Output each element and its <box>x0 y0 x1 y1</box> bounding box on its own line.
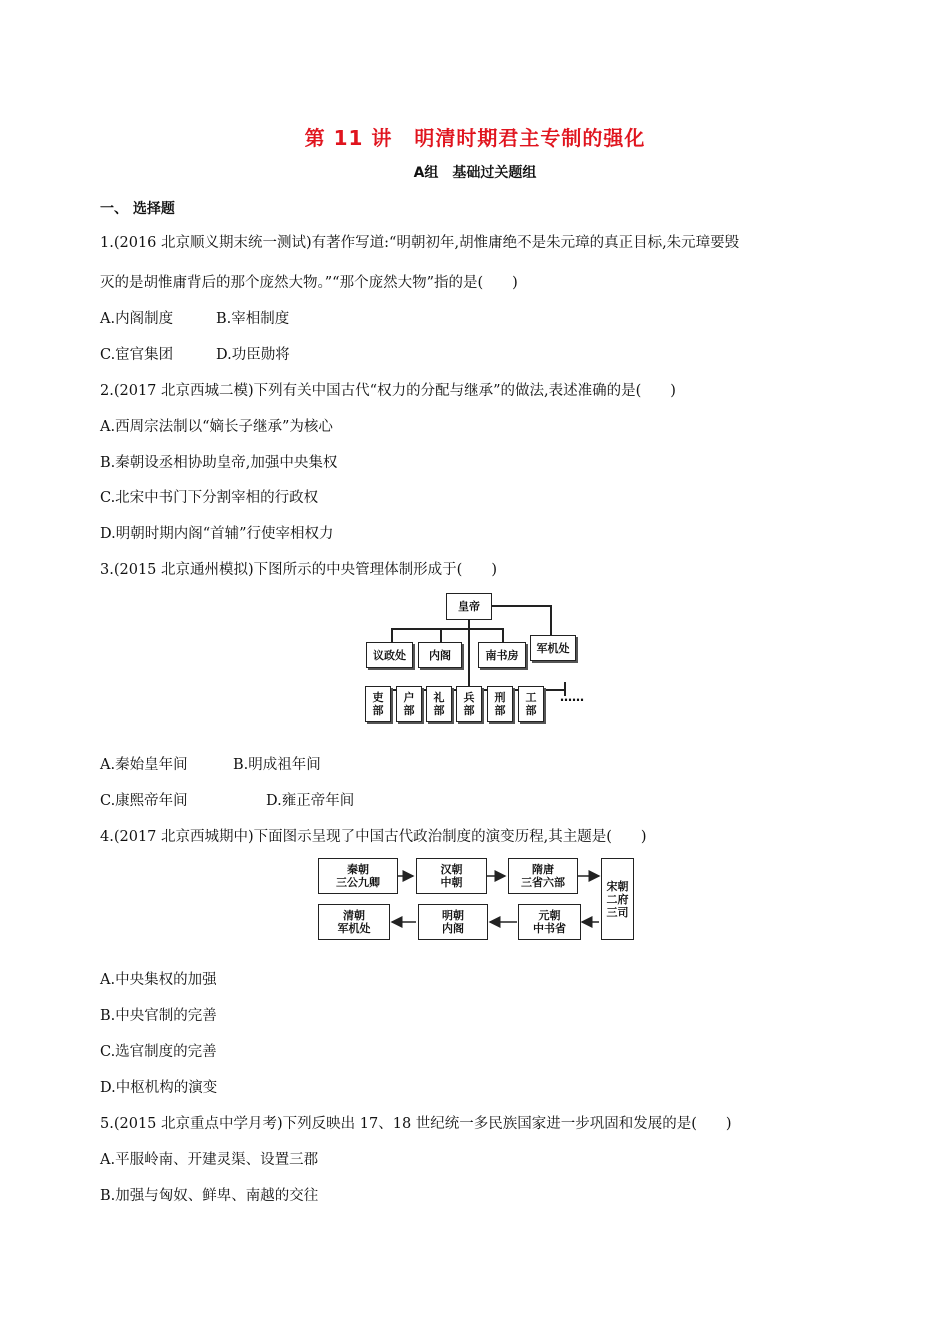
emperor-box: 皇帝 <box>446 593 492 620</box>
stage-song-system1: 二府 <box>606 892 629 906</box>
office-nanshu-box: 南书房 <box>478 642 526 668</box>
question-1-option-b: B.宰相制度 <box>216 311 290 327</box>
stage-qing-box <box>318 904 390 940</box>
stage-suitang-system: 三省六部 <box>521 876 565 889</box>
question-4-option-d: D.中枢机构的演变 <box>100 1080 218 1096</box>
stage-han-system: 中朝 <box>440 876 463 889</box>
question-4-stem: 4.(2017 北京西城期中)下面图示呈现了中国古代政治制度的演变历程,其主题是( ) <box>100 829 647 845</box>
question-2-stem: 2.(2017 北京西城二模)下列有关中国古代“权力的分配与继承”的做法,表述准确的是( ) <box>100 383 676 399</box>
ministry-xing-char: 刑 <box>494 691 506 704</box>
question-4-option-b: B.中央官制的完善 <box>100 1008 217 1024</box>
stage-song-system2: 三司 <box>606 905 629 919</box>
lecture-number: 第 11 讲 <box>304 126 393 150</box>
stage-qin-box <box>318 858 398 894</box>
ministry-rites-char: 礼 <box>433 691 445 704</box>
ministry-gong-bu: 部 <box>525 704 537 717</box>
ministry-hu-bu: 部 <box>403 704 415 717</box>
question-5-option-b: B.加强与匈奴、鲜卑、南越的交往 <box>100 1188 319 1204</box>
question-3-option-d: D.雍正帝年间 <box>266 793 355 809</box>
ministry-li-char: 吏 <box>372 691 384 704</box>
question-4-option-c: C.选官制度的完善 <box>100 1044 217 1060</box>
ministry-bing-bu: 部 <box>463 704 475 717</box>
question-3-option-b: B.明成祖年间 <box>233 757 321 773</box>
stage-suitang-box <box>508 858 578 894</box>
question-3-option-c: C.康熙帝年间 <box>100 793 188 809</box>
ministries-ellipsis: …… <box>560 690 584 704</box>
question-4-option-a: A.中央集权的加强 <box>100 972 217 988</box>
stage-qin-dynasty: 秦朝 <box>347 863 369 876</box>
stage-song-box <box>601 858 634 940</box>
question-3-stem: 3.(2015 北京通州模拟)下图所示的中央管理体制形成于( ) <box>100 562 497 578</box>
question-2-option-c: C.北宋中书门下分割宰相的行政权 <box>100 490 319 506</box>
section-heading: 一、 选择题 <box>100 201 175 217</box>
office-junji-box: 军机处 <box>530 635 576 661</box>
question-2-option-a: A.西周宗法制以“嫡长子继承”为核心 <box>100 419 333 435</box>
lecture-title: 明清时期君主专制的强化 <box>414 126 646 150</box>
stage-suitang-dynasty: 隋唐 <box>532 863 554 876</box>
stage-yuan-dynasty: 元朝 <box>538 909 561 922</box>
question-3-option-a: A.秦始皇年间 <box>100 757 188 773</box>
stage-qing-dynasty: 清朝 <box>343 909 365 922</box>
stage-ming-box <box>418 904 488 940</box>
office-neige-box: 内阁 <box>418 642 462 668</box>
ministry-rites-bu: 部 <box>433 704 445 717</box>
ministry-bing-char: 兵 <box>463 691 475 704</box>
question-1-option-c: C.宦官集团 <box>100 347 174 363</box>
stage-song-dynasty: 宋朝 <box>606 879 629 893</box>
ministry-gong-char: 工 <box>525 691 537 704</box>
stage-qing-system: 军机处 <box>337 922 371 935</box>
question-5-stem: 5.(2015 北京重点中学月考)下列反映出 17、18 世纪统一多民族国家进一步巩固和发展的是( ) <box>100 1116 732 1132</box>
question-2-option-b: B.秦朝设丞相协助皇帝,加强中央集权 <box>100 455 338 471</box>
question-1-option-d: D.功臣勋将 <box>216 347 290 363</box>
stage-han-dynasty: 汉朝 <box>440 863 463 876</box>
stage-han-box <box>416 858 487 894</box>
office-yizheng-box: 议政处 <box>366 642 413 668</box>
ministry-hu-char: 户 <box>403 691 415 704</box>
group-label: A组 <box>413 165 439 181</box>
stage-ming-dynasty: 明朝 <box>442 909 464 922</box>
stage-ming-system: 内阁 <box>442 922 464 935</box>
group-name: 基础过关题组 <box>452 165 537 181</box>
stage-yuan-box <box>518 904 581 940</box>
question-2-option-d: D.明朝时期内阁“首辅”行使宰相权力 <box>100 526 334 542</box>
ministry-li-bu: 部 <box>372 704 384 717</box>
question-1-stem-line1: 1.(2016 北京顺义期末统一测试)有著作写道:“明朝初年,胡惟庸绝不是朱元璋的真正目标,朱元璋要毁 <box>100 235 740 251</box>
stage-yuan-system: 中书省 <box>533 922 566 935</box>
question-1-stem-line2: 灭的是胡惟庸背后的那个庞然大物。”“那个庞然大物”指的是( ) <box>100 275 518 291</box>
question-5-option-a: A.平服岭南、开建灵渠、设置三郡 <box>100 1152 319 1168</box>
stage-qin-system: 三公九卿 <box>336 876 380 889</box>
question-1-option-a: A.内阁制度 <box>100 311 174 327</box>
ministry-xing-bu: 部 <box>494 704 506 717</box>
